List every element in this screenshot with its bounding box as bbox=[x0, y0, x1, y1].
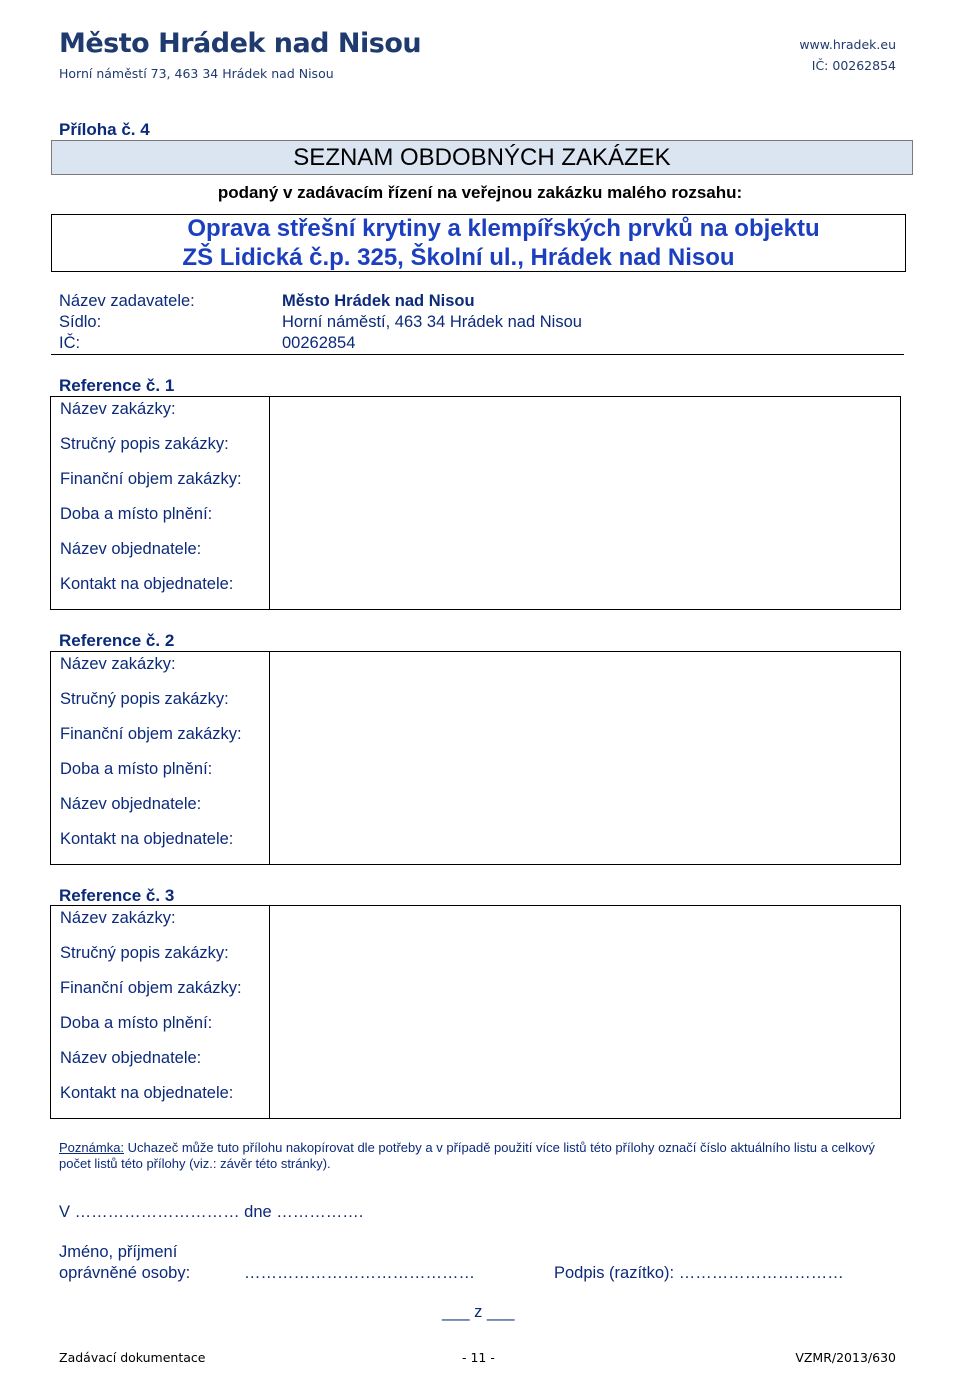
field-label: Doba a místo plnění: bbox=[60, 505, 213, 523]
field-label: Doba a místo plnění: bbox=[60, 760, 213, 778]
field-label: Finanční objem zakázky: bbox=[60, 470, 242, 488]
field-label: Kontakt na objednatele: bbox=[60, 830, 234, 848]
reference-table bbox=[50, 905, 901, 1119]
municipality-address: Horní náměstí 73, 463 34 Hrádek nad Nisou bbox=[59, 66, 334, 81]
authorized-person-label-line1: Jméno, příjmení bbox=[59, 1243, 178, 1261]
field-label: Název zakázky: bbox=[60, 655, 176, 673]
column-divider bbox=[269, 652, 270, 864]
issuer-ic-value: 00262854 bbox=[282, 334, 356, 352]
reference-title: Reference č. 1 bbox=[59, 376, 175, 395]
field-label: Kontakt na objednatele: bbox=[60, 1084, 234, 1102]
issuer-seat-label: Sídlo: bbox=[59, 313, 102, 331]
reference-table bbox=[50, 396, 901, 610]
issuer-ic-label: IČ: bbox=[59, 334, 81, 352]
issuer-seat-value: Horní náměstí, 463 34 Hrádek nad Nisou bbox=[282, 313, 582, 331]
authorized-person-label-line2: oprávněné osoby: bbox=[59, 1264, 191, 1282]
reference-title: Reference č. 3 bbox=[59, 886, 175, 905]
contract-name-line2: ZŠ Lidická č.p. 325, Školní ul., Hrádek nad Nisou bbox=[182, 244, 735, 271]
footer-page-number: - 11 - bbox=[462, 1350, 495, 1365]
page-count-line: ___ z ___ bbox=[442, 1303, 515, 1321]
note bbox=[59, 1140, 909, 1172]
issuer-name-label: Název zadavatele: bbox=[59, 292, 195, 310]
reference-table bbox=[50, 651, 901, 865]
field-label: Název objednatele: bbox=[60, 795, 202, 813]
divider bbox=[51, 354, 904, 355]
footer-left: Zadávací dokumentace bbox=[59, 1350, 206, 1365]
note-label: Poznámka: bbox=[59, 1140, 125, 1155]
field-label: Finanční objem zakázky: bbox=[60, 979, 242, 997]
note-text: Uchazeč může tuto přílohu nakopírovat dle potřeby a v případě použití více listů této přílohy označí číslo aktuálního listu a celkový počet listů této přílohy (viz.: závěr této stránky). bbox=[59, 1140, 875, 1171]
column-divider bbox=[269, 906, 270, 1118]
field-label: Název zakázky: bbox=[60, 909, 176, 927]
field-label: Název objednatele: bbox=[60, 540, 202, 558]
list-title: SEZNAM OBDOBNÝCH ZAKÁZEK bbox=[51, 140, 913, 175]
field-label: Finanční objem zakázky: bbox=[60, 725, 242, 743]
signature-stamp-line: Podpis (razítko): ………………………… bbox=[554, 1264, 844, 1282]
contract-name-box bbox=[51, 214, 906, 272]
contract-name-line1: Oprava střešní krytiny a klempířských prvků na objektu bbox=[187, 215, 820, 242]
subtitle: podaný v zadávacím řízení na veřejnou zakázku malého rozsahu: bbox=[217, 183, 743, 202]
field-label: Název objednatele: bbox=[60, 1049, 202, 1067]
field-label: Název zakázky: bbox=[60, 400, 176, 418]
authorized-person-dots: …………………………………… bbox=[244, 1264, 475, 1282]
issuer-name-value: Město Hrádek nad Nisou bbox=[282, 292, 475, 310]
municipality-ic: IČ: 00262854 bbox=[811, 58, 896, 73]
field-label: Stručný popis zakázky: bbox=[60, 944, 229, 962]
website-link[interactable]: www.hradek.eu bbox=[799, 37, 896, 52]
column-divider bbox=[269, 397, 270, 609]
footer-right: VZMR/2013/630 bbox=[795, 1350, 896, 1365]
field-label: Kontakt na objednatele: bbox=[60, 575, 234, 593]
field-label: Doba a místo plnění: bbox=[60, 1014, 213, 1032]
field-label: Stručný popis zakázky: bbox=[60, 690, 229, 708]
place-date-line: V ………………………… dne ……………. bbox=[59, 1203, 364, 1221]
municipality-title: Město Hrádek nad Nisou bbox=[59, 28, 422, 59]
attachment-label: Příloha č. 4 bbox=[59, 120, 150, 139]
field-label: Stručný popis zakázky: bbox=[60, 435, 229, 453]
reference-title: Reference č. 2 bbox=[59, 631, 175, 650]
